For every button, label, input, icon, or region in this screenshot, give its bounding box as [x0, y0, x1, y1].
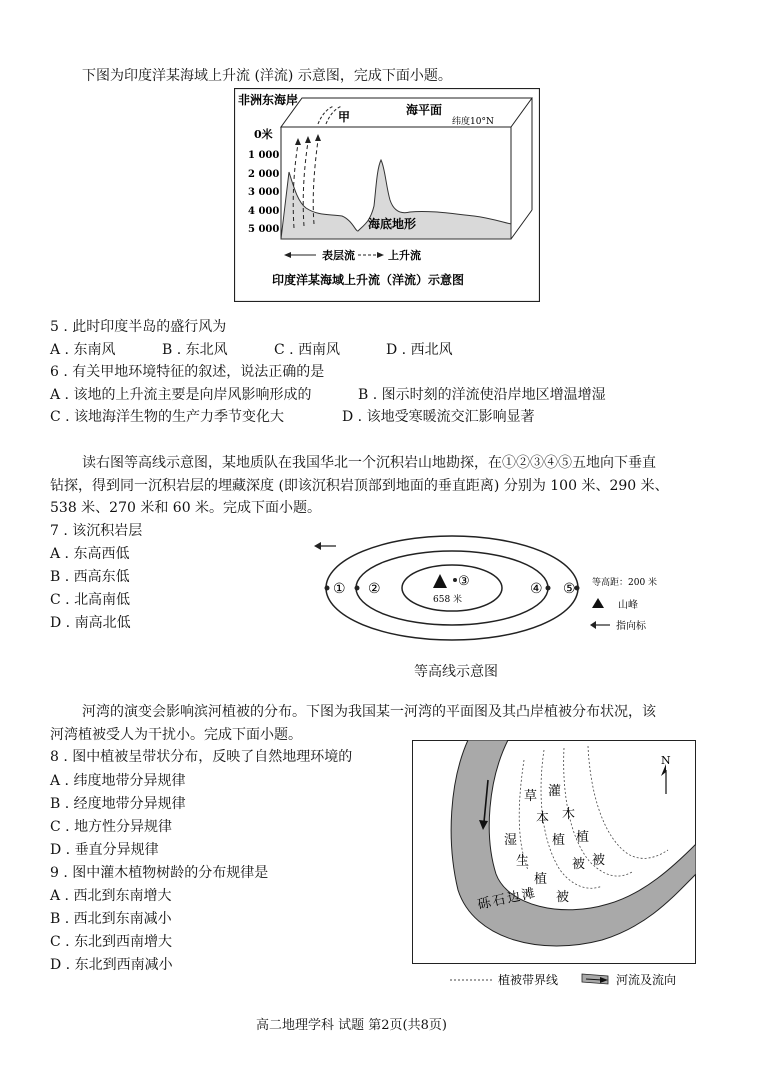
q8-option-c: C . 地方性分异规律 [50, 819, 173, 835]
shrub-char-1: 灌 [548, 784, 562, 799]
north-label: N [661, 754, 671, 767]
jia-label: 甲 [338, 110, 351, 124]
shrub-char-2: 木 [562, 807, 576, 822]
depth-label-0: 0米 [254, 128, 273, 141]
q8-option-a: A . 纬度地带分异规律 [50, 773, 186, 789]
q9-option-d: D . 东北到西南减小 [50, 957, 173, 973]
legend-upwelling-label: 上升流 [388, 249, 421, 262]
page-footer: 高二地理学科 试题 第2页(共8页) [256, 1018, 447, 1033]
coast-label: 非洲东海岸 [238, 93, 299, 107]
point-3: ③ [458, 574, 470, 589]
figure2-caption: 等高线示意图 [414, 664, 498, 680]
peak-elevation: 658 米 [433, 595, 463, 605]
q6-option-a: A . 该地的上升流主要是向岸风影响形成的 [50, 387, 312, 403]
q7-stem: 7 . 该沉积岩层 [50, 523, 143, 539]
wet-char-3: 植 [534, 872, 548, 887]
q5-option-d: D . 西北风 [386, 342, 453, 358]
q9-option-b: B . 西北到东南减小 [50, 911, 172, 927]
depth-label-5: 5 000 [248, 224, 280, 235]
q7-option-d: D . 南高北低 [50, 615, 131, 631]
q6-option-c: C . 该地海洋生物的生产力季节变化大 [50, 409, 285, 425]
contour-map [306, 528, 720, 648]
q6-option-b: B . 图示时刻的洋流使沿岸地区增温增湿 [358, 387, 606, 403]
q9-option-a: A . 西北到东南增大 [50, 888, 172, 904]
seabed-label: 海底地形 [368, 217, 417, 231]
q7-option-a: A . 东高西低 [50, 546, 130, 562]
intro2-line-2: 钻探，得到同一沉积岩层的埋藏深度 (即该沉积岩顶部到地面的垂直距离) 分别为 100 米、290 米、 [50, 478, 669, 494]
intro2-line-3: 538 米、270 米和 60 米。完成下面小题。 [50, 500, 322, 516]
q8-stem: 8 . 图中植被呈带状分布，反映了自然地理环境的 [50, 749, 353, 765]
point-4: ④ [530, 581, 543, 597]
point-2: ② [368, 581, 381, 597]
legend-boundary-label: 植被带界线 [498, 973, 559, 987]
q5-option-b: B . 东北风 [162, 342, 228, 358]
q5-option-c: C . 西南风 [274, 342, 341, 358]
wet-char-1: 湿 [504, 833, 518, 848]
figure1-caption: 印度洋某海域上升流（洋流）示意图 [272, 273, 465, 287]
wet-char-4: 被 [556, 890, 570, 905]
intro2-line-1: 读右图等高线示意图，某地质队在我国华北一个沉积岩山地勘探，在①②③④⑤五地向下垂直 [82, 455, 656, 471]
grass-char-1: 草 [524, 789, 538, 804]
legend-river-label: 河流及流向 [616, 973, 677, 987]
q5-option-a: A . 东南风 [50, 342, 116, 358]
q9-stem: 9 . 图中灌木植物树龄的分布规律是 [50, 865, 269, 881]
intro-text-1: 下图为印度洋某海域上升流 (洋流) 示意图，完成下面小题。 [82, 68, 452, 84]
q6-stem: 6 . 有关甲地环境特征的叙述，说法正确的是 [50, 364, 325, 380]
depth-label-4: 4 000 [248, 206, 280, 217]
grass-char-2: 本 [536, 811, 550, 826]
depth-label-2: 2 000 [248, 169, 280, 180]
latitude-label: 纬度10°N [452, 117, 494, 127]
upwelling-diagram [234, 88, 540, 302]
contour-interval-label: 等高距：200 米 [592, 578, 658, 588]
q8-option-d: D . 垂直分异规律 [50, 842, 159, 858]
intro3-line-2: 河湾植被受人为干扰小。完成下面小题。 [50, 727, 302, 743]
depth-label-1: 1 000 [248, 150, 280, 161]
q8-option-b: B . 经度地带分异规律 [50, 796, 186, 812]
q9-option-c: C . 东北到西南增大 [50, 934, 173, 950]
grass-char-3: 植 [552, 833, 566, 848]
q7-option-b: B . 西高东低 [50, 569, 130, 585]
wet-char-2: 生 [516, 854, 530, 869]
shrub-char-3: 植 [576, 830, 590, 845]
legend-surface-label: 表层流 [322, 249, 355, 262]
depth-label-3: 3 000 [248, 187, 280, 198]
intro3-line-1: 河湾的演变会影响滨河植被的分布。下图为我国某一河湾的平面图及其凸岸植被分布状况，该 [82, 704, 656, 720]
grass-char-4: 被 [572, 857, 586, 872]
point-5: ⑤ [563, 581, 576, 597]
peak-legend-label: 山峰 [618, 600, 638, 611]
shrub-char-4: 被 [592, 853, 606, 868]
gravel-bar-label: 砾石边滩 [476, 885, 539, 913]
river-bend-map [412, 740, 696, 992]
point-1: ① [333, 581, 346, 597]
arrow-legend-label: 指向标 [616, 621, 646, 632]
sea-level-label: 海平面 [406, 103, 443, 117]
q6-option-d: D . 该地受寒暖流交汇影响显著 [342, 409, 535, 425]
q5-stem: 5 . 此时印度半岛的盛行风为 [50, 319, 227, 335]
q7-option-c: C . 北高南低 [50, 592, 131, 608]
